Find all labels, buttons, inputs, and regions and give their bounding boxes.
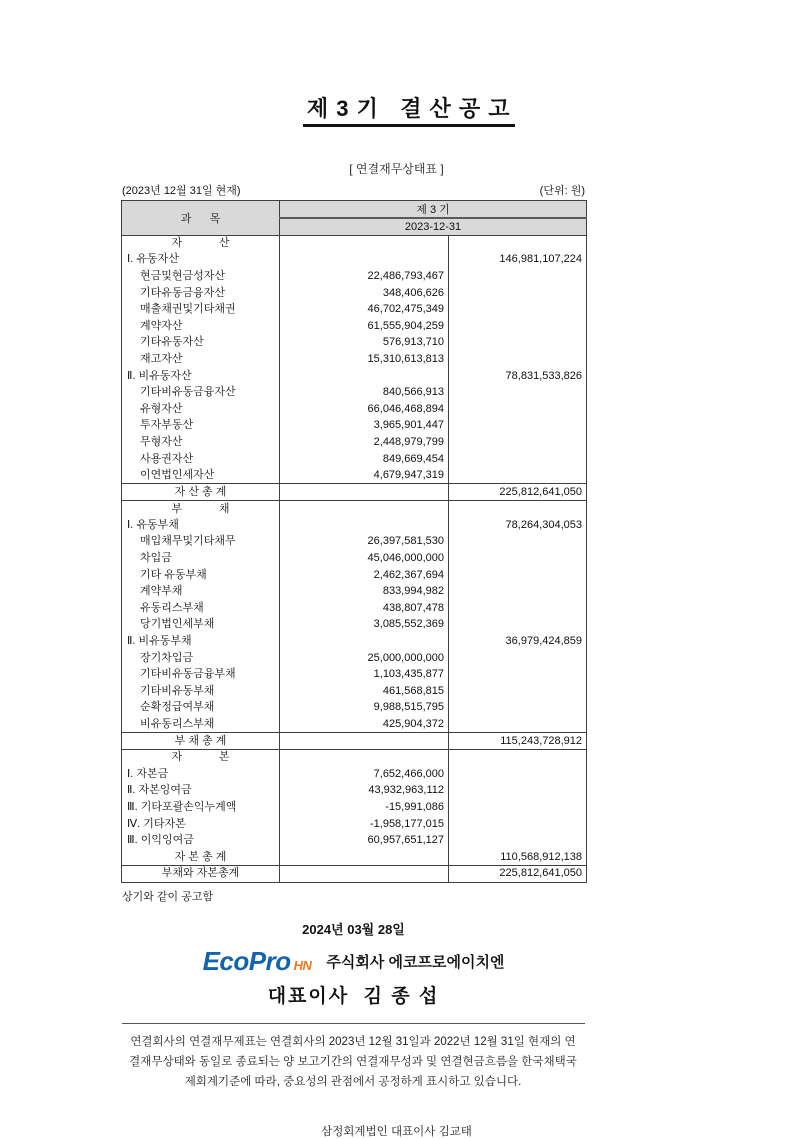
detail-amount-cell: 7,652,466,000 xyxy=(280,766,449,783)
detail-amount-cell: 1,103,435,877 xyxy=(280,666,449,683)
detail-amount-cell: 46,702,475,349 xyxy=(280,301,449,318)
logo-ecopro-text: EcoPro xyxy=(202,946,291,977)
account-cell: Ⅲ. 기타포괄손익누계액 xyxy=(127,800,237,813)
statement-subtitle: [ 연결재무상태표 ] xyxy=(349,162,444,176)
audit-note-line: 연결회사의 연결재무제표는 연결회사의 2023년 12월 31일과 2022년 12월 31일 현재의 연 xyxy=(130,1035,576,1048)
account-cell: 자 본 총 계 xyxy=(174,850,227,863)
detail-amount-cell xyxy=(280,866,449,883)
table-row xyxy=(122,235,587,252)
detail-amount-cell: -1,958,177,015 xyxy=(280,816,449,833)
balance-table-body xyxy=(122,235,587,882)
table-row xyxy=(122,368,587,385)
table-row xyxy=(122,501,587,518)
total-amount-cell xyxy=(449,268,587,285)
detail-amount-cell: -15,991,086 xyxy=(280,799,449,816)
account-cell: Ⅱ. 비유동자산 xyxy=(127,369,192,382)
footer-divider xyxy=(122,1023,585,1024)
account-column-header: 과 목 xyxy=(122,201,280,236)
account-cell: 기타비유동금융자산 xyxy=(140,386,236,399)
table-row xyxy=(122,567,587,584)
account-cell: 유형자산 xyxy=(140,402,183,415)
detail-amount-cell xyxy=(280,633,449,650)
table-row xyxy=(122,617,587,634)
table-row xyxy=(122,600,587,617)
detail-amount-cell: 2,448,979,799 xyxy=(280,434,449,451)
total-amount-cell: 78,831,533,826 xyxy=(505,369,583,382)
account-cell: 계약자산 xyxy=(140,319,183,332)
table-row xyxy=(122,467,587,484)
total-amount-cell xyxy=(449,617,587,634)
table-row xyxy=(122,351,587,368)
table-row xyxy=(122,700,587,717)
account-cell: 부 채 xyxy=(122,501,280,518)
table-row xyxy=(122,816,587,833)
table-row xyxy=(122,301,587,318)
logo-hn-text: HN xyxy=(293,958,312,974)
total-amount-cell xyxy=(449,418,587,435)
detail-amount-cell: 61,555,904,259 xyxy=(280,318,449,335)
table-row xyxy=(122,335,587,352)
detail-amount-cell: 43,932,963,112 xyxy=(280,783,449,800)
detail-amount-cell: 25,000,000,000 xyxy=(280,650,449,667)
table-row xyxy=(122,683,587,700)
company-name: 주식회사 에코프로에이치엔 xyxy=(326,954,505,972)
unit-label: (단위: 원) xyxy=(539,185,585,197)
total-amount-cell xyxy=(449,451,587,468)
detail-amount-cell xyxy=(280,517,449,534)
detail-amount-cell: 849,669,454 xyxy=(280,451,449,468)
detail-amount-cell: 833,994,982 xyxy=(280,583,449,600)
account-cell: Ⅲ. 이익잉여금 xyxy=(127,834,194,847)
table-row xyxy=(122,650,587,667)
detail-amount-cell xyxy=(280,749,449,766)
account-cell: 자 산 총 계 xyxy=(122,484,280,501)
detail-amount-cell xyxy=(280,368,449,385)
total-amount-cell xyxy=(449,401,587,418)
table-row xyxy=(122,799,587,816)
account-cell: 현금및현금성자산 xyxy=(140,269,226,282)
detail-amount-cell xyxy=(280,235,449,252)
total-amount-cell xyxy=(449,534,587,551)
table-row xyxy=(122,583,587,600)
table-row xyxy=(122,318,587,335)
announcement-date: 2024년 03월 28일 xyxy=(302,921,405,937)
detail-amount-cell xyxy=(280,501,449,518)
balance-sheet-table xyxy=(121,200,587,883)
total-amount-cell xyxy=(449,816,587,833)
total-amount-cell xyxy=(449,749,587,766)
ceo-signature: 대표이사 김 종 섭 xyxy=(267,985,440,1007)
total-amount-cell: 146,981,107,224 xyxy=(499,253,583,266)
total-amount-cell xyxy=(449,550,587,567)
detail-amount-cell: 3,085,552,369 xyxy=(280,617,449,634)
total-amount-cell: 78,264,304,053 xyxy=(505,518,583,531)
total-amount-cell xyxy=(449,583,587,600)
account-cell: Ⅰ. 자본금 xyxy=(127,767,169,780)
detail-amount-cell xyxy=(280,252,449,269)
total-amount-cell: 225,812,641,050 xyxy=(449,866,587,883)
total-amount-cell xyxy=(449,832,587,849)
account-cell: 계약부채 xyxy=(140,585,183,598)
total-amount-cell xyxy=(449,467,587,484)
detail-amount-cell xyxy=(280,849,449,866)
detail-amount-cell: 15,310,613,813 xyxy=(280,351,449,368)
detail-amount-cell: 461,568,815 xyxy=(280,683,449,700)
total-amount-cell xyxy=(449,716,587,733)
table-meta-row xyxy=(121,182,586,198)
account-cell: Ⅳ. 기타자본 xyxy=(127,817,186,830)
ecopro-hn-logo xyxy=(203,946,312,977)
total-amount-cell xyxy=(449,683,587,700)
total-amount-cell: 115,243,728,912 xyxy=(449,733,587,750)
table-row xyxy=(122,451,587,468)
table-row xyxy=(122,285,587,302)
total-amount-cell xyxy=(449,335,587,352)
page-title xyxy=(0,66,793,153)
account-cell: 기타비유동부채 xyxy=(140,684,215,697)
account-cell: 차입금 xyxy=(140,552,172,565)
detail-amount-cell: 60,957,651,127 xyxy=(280,832,449,849)
detail-amount-cell: 348,406,626 xyxy=(280,285,449,302)
total-amount-cell xyxy=(449,318,587,335)
total-amount-cell: 110,568,912,138 xyxy=(500,850,583,863)
table-row xyxy=(122,401,587,418)
detail-amount-cell: 3,965,901,447 xyxy=(280,418,449,435)
detail-amount-cell: 22,486,793,467 xyxy=(280,268,449,285)
table-row xyxy=(122,766,587,783)
account-cell: 기타유동자산 xyxy=(140,336,204,349)
table-row xyxy=(122,733,587,750)
total-amount-cell: 225,812,641,050 xyxy=(449,484,587,501)
table-row xyxy=(122,866,587,883)
account-cell: 순확정급여부채 xyxy=(140,701,215,714)
detail-amount-cell: 4,679,947,319 xyxy=(280,467,449,484)
account-cell: 사용권자산 xyxy=(140,452,194,465)
detail-amount-cell: 26,397,581,530 xyxy=(280,534,449,551)
total-amount-cell xyxy=(449,235,587,252)
table-row xyxy=(122,849,587,866)
table-row xyxy=(122,832,587,849)
account-cell: Ⅱ. 자본잉여금 xyxy=(127,784,192,797)
detail-amount-cell: 576,913,710 xyxy=(280,335,449,352)
account-cell: 부채와 자본총계 xyxy=(122,866,280,883)
total-amount-cell xyxy=(449,384,587,401)
detail-amount-cell xyxy=(280,484,449,501)
total-amount-cell xyxy=(449,666,587,683)
table-row xyxy=(122,550,587,567)
table-row xyxy=(122,384,587,401)
total-amount-cell xyxy=(449,434,587,451)
total-amount-cell xyxy=(449,700,587,717)
account-cell: 매출채권및기타채권 xyxy=(140,303,236,316)
account-cell: 투자부동산 xyxy=(140,419,194,432)
table-row xyxy=(122,633,587,650)
total-amount-cell xyxy=(449,799,587,816)
total-amount-cell xyxy=(449,351,587,368)
signature-block xyxy=(121,919,586,1008)
as-of-date-label: (2023년 12월 31일 현재) xyxy=(122,185,241,197)
account-cell: 기타비유동금융부채 xyxy=(140,668,236,681)
account-cell: Ⅰ. 유동자산 xyxy=(127,253,179,266)
total-amount-cell xyxy=(449,501,587,518)
detail-amount-cell: 438,807,478 xyxy=(280,600,449,617)
total-amount-cell xyxy=(449,766,587,783)
account-cell: 재고자산 xyxy=(140,352,183,365)
table-row xyxy=(122,783,587,800)
total-amount-cell xyxy=(449,783,587,800)
auditor-signature: 삼정회계법인 대표이사 김교태 xyxy=(321,1125,472,1138)
audit-note-line: 제회계기준에 따라, 중요성의 관점에서 공정하게 표시하고 있습니다. xyxy=(184,1075,522,1088)
table-row xyxy=(122,517,587,534)
announcement-notice: 상기와 같이 공고함 xyxy=(122,890,214,903)
total-amount-cell xyxy=(449,650,587,667)
table-row xyxy=(122,252,587,269)
total-amount-cell xyxy=(449,285,587,302)
period-column-header: 제 3 기 xyxy=(280,201,587,219)
table-row xyxy=(122,749,587,766)
period-date-header: 2023-12-31 xyxy=(280,218,587,235)
detail-amount-cell xyxy=(280,733,449,750)
statement-content xyxy=(121,182,586,904)
account-cell: 비유동리스부채 xyxy=(140,717,215,730)
detail-amount-cell: 2,462,367,694 xyxy=(280,567,449,584)
detail-amount-cell: 45,046,000,000 xyxy=(280,550,449,567)
detail-amount-cell: 425,904,372 xyxy=(280,716,449,733)
account-cell: 유동리스부채 xyxy=(140,601,204,614)
table-row xyxy=(122,666,587,683)
total-amount-cell xyxy=(449,600,587,617)
account-cell: 당기법인세부채 xyxy=(140,618,215,631)
total-amount-cell: 36,979,424,859 xyxy=(505,635,583,648)
table-header xyxy=(122,201,587,236)
table-row xyxy=(122,716,587,733)
account-cell: Ⅰ. 유동부채 xyxy=(127,518,179,531)
detail-amount-cell: 840,566,913 xyxy=(280,384,449,401)
table-row xyxy=(122,434,587,451)
table-row xyxy=(122,484,587,501)
table-row xyxy=(122,268,587,285)
account-cell: 이연법인세자산 xyxy=(140,468,215,481)
audit-note xyxy=(113,1032,593,1092)
total-amount-cell xyxy=(449,567,587,584)
total-amount-cell xyxy=(449,301,587,318)
account-cell: 기타유동금융자산 xyxy=(140,286,226,299)
page-title-text: 제 3 기 결 산 공 고 xyxy=(303,92,515,127)
account-cell: 장기차입금 xyxy=(140,651,194,664)
account-cell: 자 산 xyxy=(171,237,230,250)
account-cell: 매입채무및기타채무 xyxy=(140,535,236,548)
account-cell: 기타 유동부채 xyxy=(140,568,207,581)
table-row xyxy=(122,534,587,551)
company-line xyxy=(121,948,586,976)
table-row xyxy=(122,418,587,435)
audit-note-line: 결재무상태와 동일로 종료되는 양 보고기간의 연결재무성과 및 연결현금흐름을 한국채택국 xyxy=(129,1055,577,1068)
account-cell: 부 채 총 계 xyxy=(122,733,280,750)
detail-amount-cell: 9,988,515,795 xyxy=(280,700,449,717)
account-cell: Ⅱ. 비유동부채 xyxy=(127,635,192,648)
account-cell: 무형자산 xyxy=(140,435,183,448)
detail-amount-cell: 66,046,468,894 xyxy=(280,401,449,418)
account-cell: 자 본 xyxy=(122,749,280,766)
